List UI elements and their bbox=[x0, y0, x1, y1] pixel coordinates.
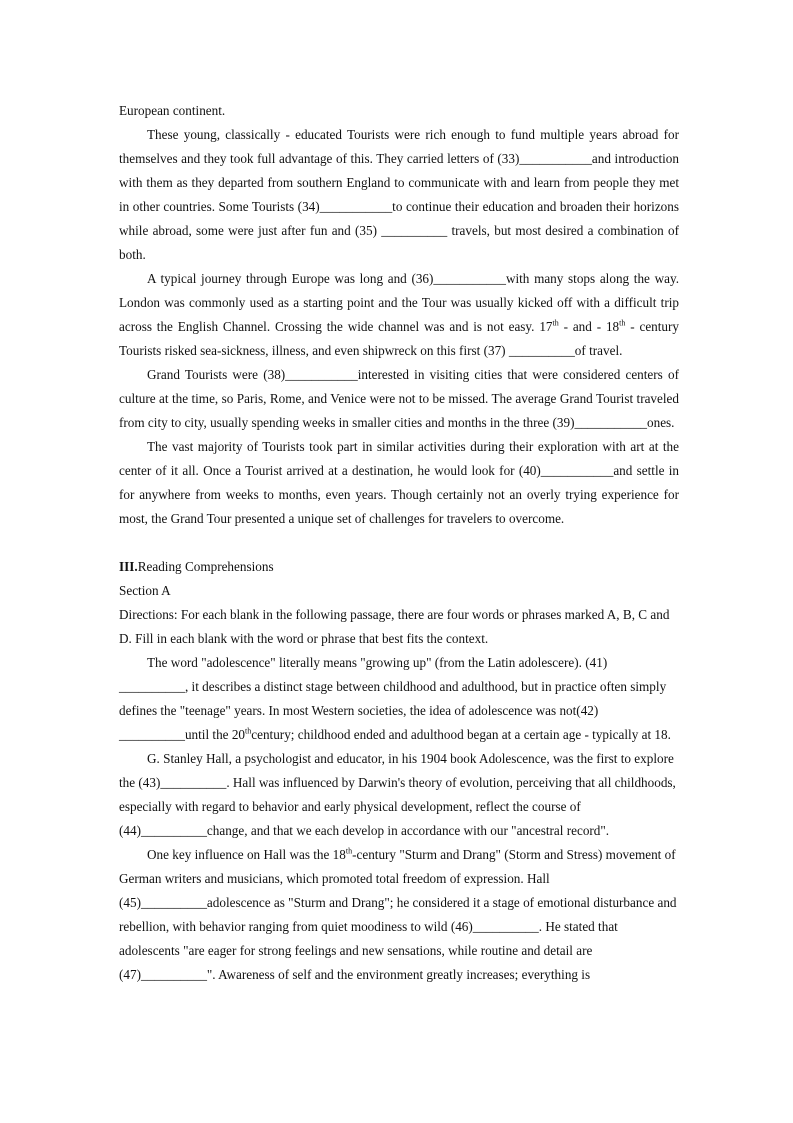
adolescence-text-1: The word "adolescence" literally means "growing up" (from the Latin adolescere). (41) __________, it describes a distinct stage between childhood and adulthood, but in practice often simply defines the "teenage" years. In most Western societies, the idea of adolescence was not(42) __________until the 20 bbox=[119, 655, 667, 742]
paragraph-continuation: European continent. bbox=[119, 103, 226, 118]
paragraph-journey bbox=[119, 267, 679, 363]
superscript-th: th bbox=[345, 846, 353, 856]
section-heading bbox=[119, 555, 679, 579]
directions: Directions: For each blank in the following passage, there are four words or phrases marked A, B, C and D. Fill in each blank with the word or phrase that best fits the context. bbox=[119, 607, 670, 646]
paragraph-activities: The vast majority of Tourists took part in similar activities during their exploration with art at the center of it all. Once a Tourist arrived at a destination, he would look for (40)___________and settle in for anywhere from weeks to months, even years. Though certainly not an overly trying experience for most, the Grand Tour presented a unique set of challenges for travelers to overcome. bbox=[119, 439, 679, 526]
page-content bbox=[119, 99, 679, 987]
paragraph-hall: G. Stanley Hall, a psychologist and educator, in his 1904 book Adolescence, was the first to explore the (43)__________. Hall was influenced by Darwin's theory of evolution, perceiving that all childhoods, especially with regard to behavior and early physical development, reflect the course of (44)__________change, and that we each develop in accordance with our "ancestral record". bbox=[119, 751, 676, 838]
paragraph-adolescence bbox=[119, 651, 679, 747]
adolescence-text-2: century; childhood ended and adulthood began at a certain age - typically at 18. bbox=[251, 727, 671, 742]
superscript-th: th bbox=[619, 318, 626, 328]
paragraph-sturm-drang bbox=[119, 843, 679, 987]
section-number: III. bbox=[119, 559, 138, 574]
superscript-th: th bbox=[245, 726, 252, 736]
spacer bbox=[119, 531, 679, 555]
paragraph-grand-tourists: Grand Tourists were (38)___________interested in visiting cities that were considered centers of culture at the time, so Paris, Rome, and Venice were not to be missed. The average Grand Tourist traveled from city to city, usually spending weeks in smaller cities and months in the three (39)___________ones. bbox=[119, 367, 679, 430]
section-title: Reading Comprehensions bbox=[137, 559, 274, 574]
journey-text-1: A typical journey through Europe was long and (36)___________with many stops along the way. London was commonly used as a starting point and the Tour was usually kicked off with a difficult trip across the English Channel. Crossing the wide channel was and is not easy. 17 bbox=[119, 271, 679, 334]
journey-text-3: - century Tourists risked sea-sickness, illness, and even shipwreck on this first (37) __________of travel. bbox=[119, 319, 680, 358]
paragraph-tourists: These young, classically - educated Tourists were rich enough to fund multiple years abroad for themselves and they took full advantage of this. They carried letters of (33)___________and introduction with them as they departed from southern England to communicate with and learn from people they met in other countries. Some Tourists (34)___________to continue their education and broaden their horizons while abroad, some were just after fun and (35) __________ travels, but most desired a combination of both. bbox=[119, 127, 679, 262]
sturm-text-1: One key influence on Hall was the 18 bbox=[147, 847, 346, 862]
sturm-text-2: -century "Sturm and Drang" (Storm and Stress) movement of German writers and musicians, which promoted total freedom of expression. Hall (45)__________adolescence as "Sturm and Drang"; he considered it a stage of emotional disturbance and rebellion, with behavior ranging from quiet moodiness to wild (46)__________. He stated that adolescents "are eager for strong feelings and new sensations, while routine and detail are (47)__________". Awareness of self and the environment greatly increases; everything is bbox=[119, 847, 677, 982]
section-label: Section A bbox=[119, 583, 171, 598]
superscript-th: th bbox=[552, 318, 559, 328]
journey-text-2: - and - 18 bbox=[558, 319, 620, 334]
